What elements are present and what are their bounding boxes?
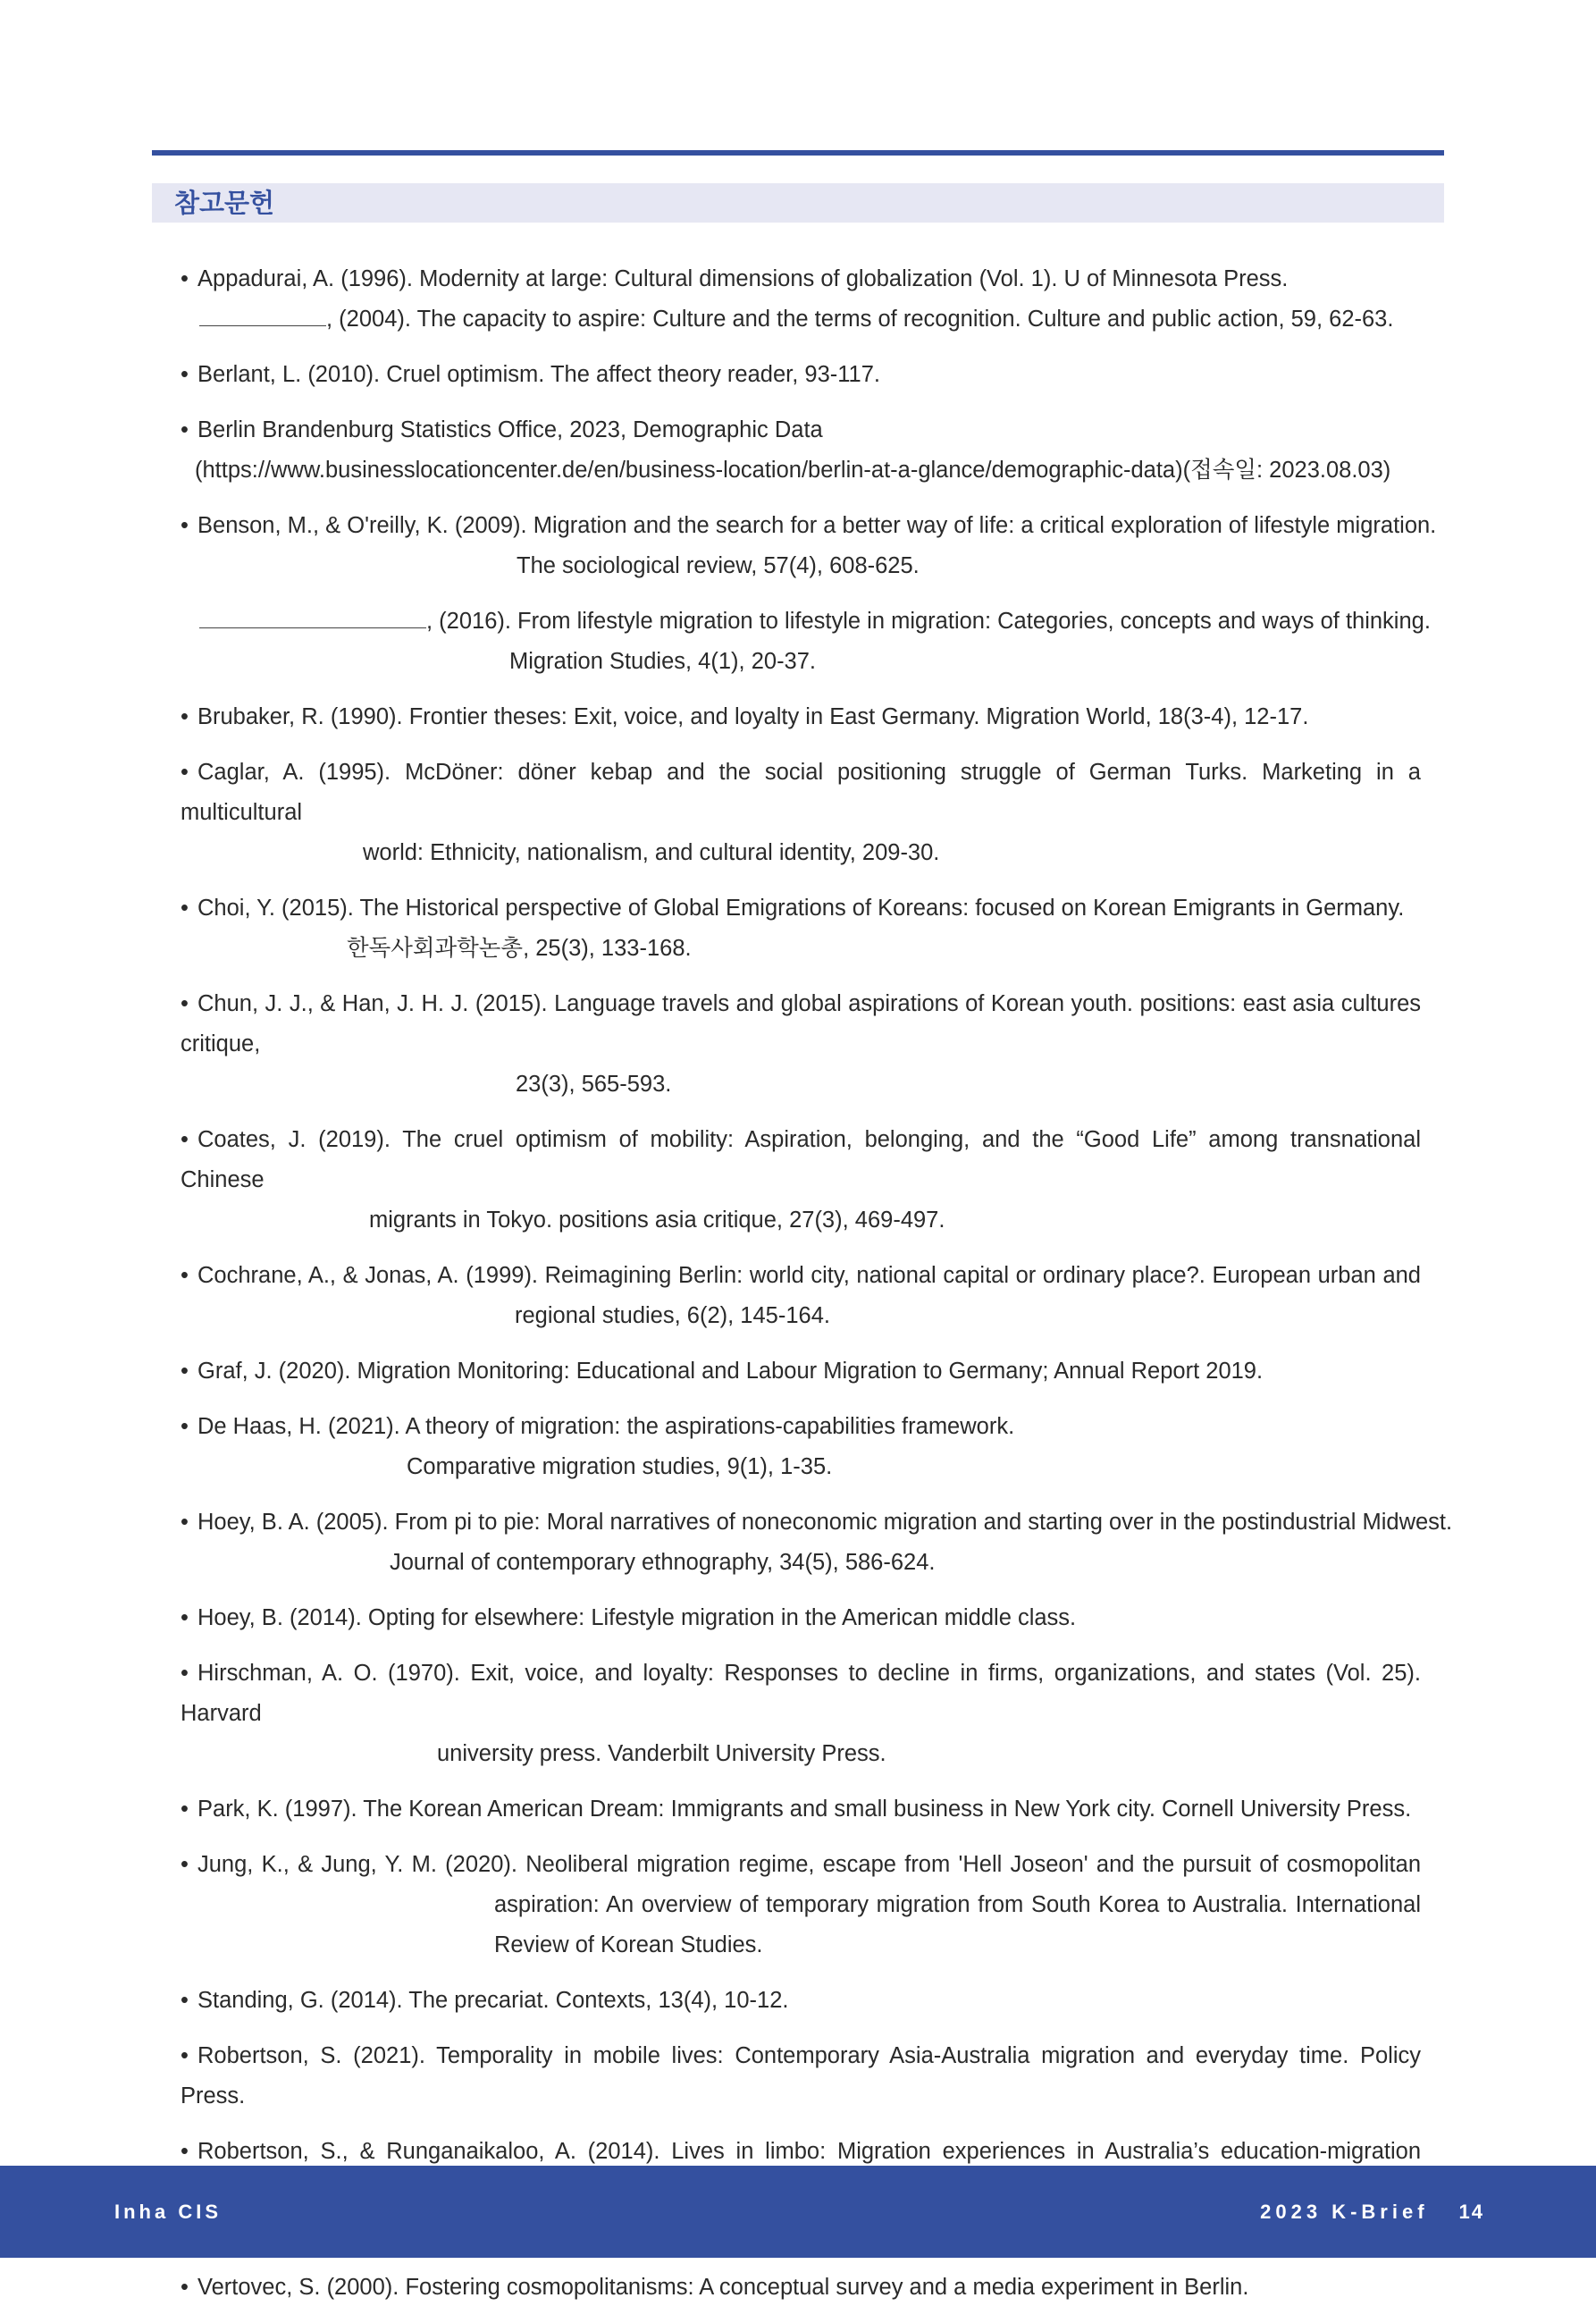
- reference-item: [181, 1256, 1421, 1336]
- reference-item: [181, 259, 1421, 299]
- reference-text: Migration Studies, 4(1), 20-37.: [509, 649, 817, 674]
- reference-text: migrants in Tokyo. positions asia critique, 27(3), 469-497.: [369, 1208, 945, 1233]
- reference-text: Review of Korean Studies.: [494, 1932, 763, 1957]
- bullet: •: [181, 991, 189, 1016]
- reference-text: Hirschman, A. O. (1970). Exit, voice, and loyalty: Responses to decline in firms, organizations, and states (Vol. 25). Harvard: [181, 1661, 1421, 1726]
- page-number: 14: [1458, 2201, 1484, 2223]
- reference-text: Coates, J. (2019). The cruel optimism of mobility: Aspiration, belonging, and the “Good Life” among transnational Chinese: [181, 1127, 1421, 1192]
- reference-item: [181, 1654, 1421, 1774]
- footer-publication: [1260, 2166, 1484, 2258]
- reference-item: [181, 753, 1421, 873]
- bullet: •: [181, 2043, 189, 2068]
- reference-text: 23(3), 565-593.: [516, 1072, 672, 1097]
- reference-text: Chun, J. J., & Han, J. H. J. (2015). Language travels and global aspirations of Korean youth. positions: east asia cultures critique,: [181, 991, 1421, 1056]
- footer-publisher: Inha CIS: [114, 2201, 223, 2223]
- reference-item: [181, 2268, 1421, 2308]
- reference-text: world: Ethnicity, nationalism, and cultural identity, 209-30.: [363, 840, 940, 865]
- ditto-line: [199, 608, 426, 628]
- reference-item: [181, 1845, 1421, 1965]
- bullet: •: [181, 1988, 189, 2013]
- reference-text: Graf, J. (2020). Migration Monitoring: Educational and Labour Migration to Germany; Annual Report 2019.: [197, 1359, 1264, 1384]
- reference-text: Standing, G. (2014). The precariat. Contexts, 13(4), 10-12.: [197, 1988, 789, 2013]
- bullet: •: [181, 266, 189, 291]
- reference-text: Jung, K., & Jung, Y. M. (2020). Neoliberal migration regime, escape from 'Hell Joseon' and the pursuit of cosmopolitan: [197, 1852, 1421, 1877]
- bullet: •: [181, 2139, 189, 2164]
- bullet: •: [181, 2275, 189, 2300]
- bullet: •: [181, 1661, 189, 1686]
- reference-text: De Haas, H. (2021). A theory of migration: the aspirations-capabilities framework.: [197, 1414, 1015, 1439]
- reference-text: Robertson, S., & Runganaikaloo, A. (2014). Lives in limbo: Migration experiences in Australia’s education-migration: [197, 2139, 1421, 2164]
- reference-item: [181, 1789, 1421, 1830]
- bullet: •: [181, 513, 189, 538]
- reference-text: university press. Vanderbilt University Press.: [437, 1741, 886, 1766]
- reference-item: [181, 1407, 1421, 1487]
- reference-text: Robertson, S. (2021). Temporality in mobile lives: Contemporary Asia-Australia migration and everyday time. Policy Press.: [181, 2043, 1421, 2108]
- reference-text: Benson, M., & O'reilly, K. (2009). Migration and the search for a better way of life: a critical exploration of lifestyle migration.: [197, 513, 1437, 538]
- bullet: •: [181, 1263, 189, 1288]
- reference-item: [181, 1502, 1453, 1583]
- bullet: •: [181, 1797, 189, 1822]
- reference-item: [181, 697, 1421, 737]
- footer-title: 2023 K-Brief: [1260, 2201, 1429, 2223]
- section-header: [152, 183, 1444, 223]
- bullet: •: [181, 417, 189, 442]
- reference-item: [181, 299, 1421, 340]
- reference-text: Berlin Brandenburg Statistics Office, 2023, Demographic Data: [197, 417, 823, 442]
- reference-text: Hoey, B. A. (2005). From pi to pie: Moral narratives of noneconomic migration and starting over in the postindustrial Midwest.: [197, 1510, 1453, 1535]
- bullet: •: [181, 1852, 189, 1877]
- reference-text: aspiration: An overview of temporary migration from South Korea to Australia. International: [494, 1892, 1421, 1917]
- footer-bar: [0, 2166, 1596, 2258]
- bullet: •: [181, 1359, 189, 1384]
- reference-item: [181, 1598, 1421, 1638]
- bullet: •: [181, 896, 189, 921]
- top-rule: [152, 150, 1444, 156]
- reference-text: , (2004). The capacity to aspire: Culture and the terms of recognition. Culture and public action, 59, 62-63.: [326, 307, 1394, 332]
- reference-text: 한독사회과학논총, 25(3), 133-168.: [347, 936, 692, 961]
- reference-text: Caglar, A. (1995). McDöner: döner kebap and the social positioning struggle of German Turks. Marketing in a multicultural: [181, 760, 1421, 825]
- ditto-line: [199, 306, 326, 326]
- reference-item: [181, 1351, 1421, 1392]
- reference-text: Appadurai, A. (1996). Modernity at large: Cultural dimensions of globalization (Vol. 1). U of Minnesota Press.: [197, 266, 1289, 291]
- reference-text: Vertovec, S. (2000). Fostering cosmopolitanisms: A conceptual survey and a media experiment in Berlin.: [197, 2275, 1249, 2300]
- reference-item: [181, 410, 1421, 491]
- reference-item: [181, 355, 1421, 395]
- bullet: •: [181, 1510, 189, 1535]
- reference-text: Cochrane, A., & Jonas, A. (1999). Reimagining Berlin: world city, national capital or ordinary place?. European urban and: [197, 1263, 1421, 1288]
- reference-item: [181, 506, 1437, 586]
- reference-item: [181, 1120, 1421, 1241]
- bullet: •: [181, 760, 189, 785]
- reference-text: Hoey, B. (2014). Opting for elsewhere: Lifestyle migration in the American middle class.: [197, 1605, 1077, 1630]
- bullet: •: [181, 1127, 189, 1152]
- reference-list: [181, 259, 1453, 2323]
- bullet: •: [181, 1414, 189, 1439]
- reference-text: Comparative migration studies, 9(1), 1-35.: [407, 1454, 833, 1479]
- reference-text: (https://www.businesslocationcenter.de/en/business-location/berlin-at-a-glance/demographic-data)(접속일: 2023.08.03): [195, 458, 1391, 483]
- reference-text: Choi, Y. (2015). The Historical perspective of Global Emigrations of Koreans: focused on Korean Emigrants in Germany.: [197, 896, 1405, 921]
- reference-item: [181, 602, 1431, 682]
- bullet: •: [181, 704, 189, 729]
- reference-item: [181, 984, 1421, 1105]
- reference-text: Berlant, L. (2010). Cruel optimism. The affect theory reader, 93-117.: [197, 362, 880, 387]
- reference-item: [181, 1981, 1421, 2021]
- section-title: 참고문헌: [174, 188, 275, 218]
- reference-text: Park, K. (1997). The Korean American Dream: Immigrants and small business in New York city. Cornell University Press.: [197, 1797, 1412, 1822]
- reference-text: regional studies, 6(2), 145-164.: [515, 1303, 830, 1328]
- reference-text: The sociological review, 57(4), 608-625.: [517, 553, 920, 578]
- reference-item: [181, 888, 1421, 969]
- reference-text: Brubaker, R. (1990). Frontier theses: Exit, voice, and loyalty in East Germany. Migration World, 18(3-4), 12-17.: [197, 704, 1309, 729]
- reference-text: Journal of contemporary ethnography, 34(5), 586-624.: [390, 1550, 936, 1575]
- bullet: •: [181, 362, 189, 387]
- bullet: •: [181, 1605, 189, 1630]
- reference-text: , (2016). From lifestyle migration to lifestyle in migration: Categories, concepts and ways of thinking.: [426, 609, 1431, 634]
- reference-item: [181, 2036, 1421, 2117]
